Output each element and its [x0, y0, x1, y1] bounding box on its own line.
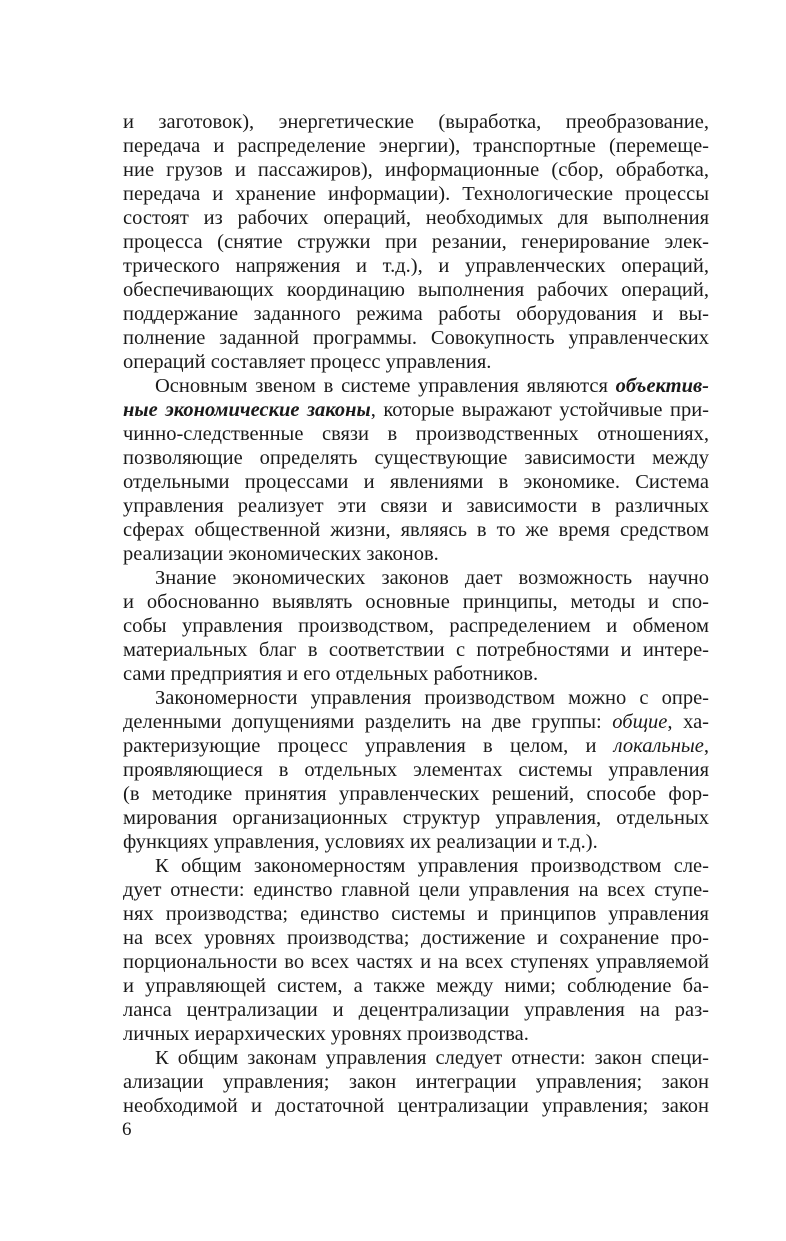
text-run: , которые выражают устойчивые при-	[370, 399, 709, 421]
text-line: отдельными процессами и явлениями в экономике. Система	[123, 471, 709, 493]
text-run: ,	[703, 735, 709, 757]
text-line: поддержание заданного режима работы оборудования и вы-	[123, 303, 709, 325]
text-line: мирования организационных структур управления, отдельных	[123, 807, 709, 829]
text-line: дует отнести: единство главной цели управления на всех ступе-	[123, 879, 709, 901]
text-run: деленными допущениями разделить на две группы:	[123, 711, 613, 733]
text-line: процесса (снятие стружки при резании, генерирование элек-	[123, 231, 709, 253]
text-line: трического напряжения и т.д.), и управленческих операций,	[123, 255, 709, 277]
text-line: операций составляет процесс управления.	[123, 351, 492, 373]
text-line: личных иерархических уровнях производства.	[123, 1023, 529, 1045]
text-line: К общим закономерностям управления производством сле-	[155, 855, 709, 877]
text-line: и заготовок), энергетические (выработка, преобразование,	[123, 111, 709, 133]
text-line: и управляющей систем, а также между ними; соблюдение ба-	[123, 975, 709, 997]
text-line: передача и распределение энергии), транспортные (перемеще-	[123, 135, 709, 157]
term-emphasis: объектив-	[615, 375, 709, 397]
text-line: управления реализует эти связи и зависимости в различных	[123, 495, 709, 517]
term-emphasis: локальные	[613, 735, 704, 757]
text-line: ализации управления; закон интеграции управления; закон	[123, 1071, 709, 1093]
text-line: обеспечивающих координацию выполнения рабочих операций,	[123, 279, 709, 301]
text-line: сами предприятия и его отдельных работников.	[123, 663, 539, 685]
page-number: 6	[122, 1119, 132, 1140]
text-line	[123, 710, 709, 734]
text-line: сферах общественной жизни, являясь в то же время средством	[123, 519, 709, 541]
text-line: реализации экономических законов.	[123, 543, 439, 565]
text-line: (в методике принятия управленческих решений, способе фор-	[123, 783, 709, 805]
text-line: материальных благ в соответствии с потребностями и интере-	[123, 639, 709, 661]
text-line: проявляющиеся в отдельных элементах системы управления	[123, 759, 709, 781]
text-line: состоят из рабочих операций, необходимых для выполнения	[123, 207, 709, 229]
text-line: чинно-следственные связи в производственных отношениях,	[123, 423, 709, 445]
text-line: на всех уровнях производства; достижение и сохранение про-	[123, 927, 709, 949]
text-line: порциональности во всех частях и на всех ступенях управляемой	[123, 951, 709, 973]
text-line: полнение заданной программы. Совокупность управленческих	[123, 327, 709, 349]
text-line: ланса централизации и децентрализации управления на раз-	[123, 999, 709, 1021]
term-emphasis: ные экономические законы	[123, 399, 371, 421]
text-run: Основным звеном в системе управления являются	[155, 375, 616, 397]
text-line: собы управления производством, распределением и обменом	[123, 615, 709, 637]
term-emphasis: общие	[612, 711, 668, 733]
text-line: функциях управления, условиях их реализации и т.д.).	[123, 831, 598, 853]
text-line: нях производства; единство системы и принципов управления	[123, 903, 709, 925]
text-line: и обоснованно выявлять основные принципы, методы и спо-	[123, 591, 709, 613]
text-line: ние грузов и пассажиров), информационные (сбор, обработка,	[123, 159, 709, 181]
text-run: рактеризующие процесс управления в целом, и	[123, 735, 614, 757]
text-line: передача и хранение информации). Технологические процессы	[123, 183, 709, 205]
text-line: позволяющие определять существующие зависимости между	[123, 447, 709, 469]
text-line: Закономерности управления производством можно с опре-	[155, 687, 709, 709]
text-line	[123, 398, 709, 422]
text-line: необходимой и достаточной централизации управления; закон	[123, 1095, 709, 1117]
text-run: , ха-	[667, 711, 710, 733]
text-line	[123, 734, 709, 758]
text-line: Знание экономических законов дает возможность научно	[155, 567, 709, 589]
text-line	[155, 374, 709, 398]
text-line: К общим законам управления следует отнести: закон специ-	[155, 1047, 709, 1069]
